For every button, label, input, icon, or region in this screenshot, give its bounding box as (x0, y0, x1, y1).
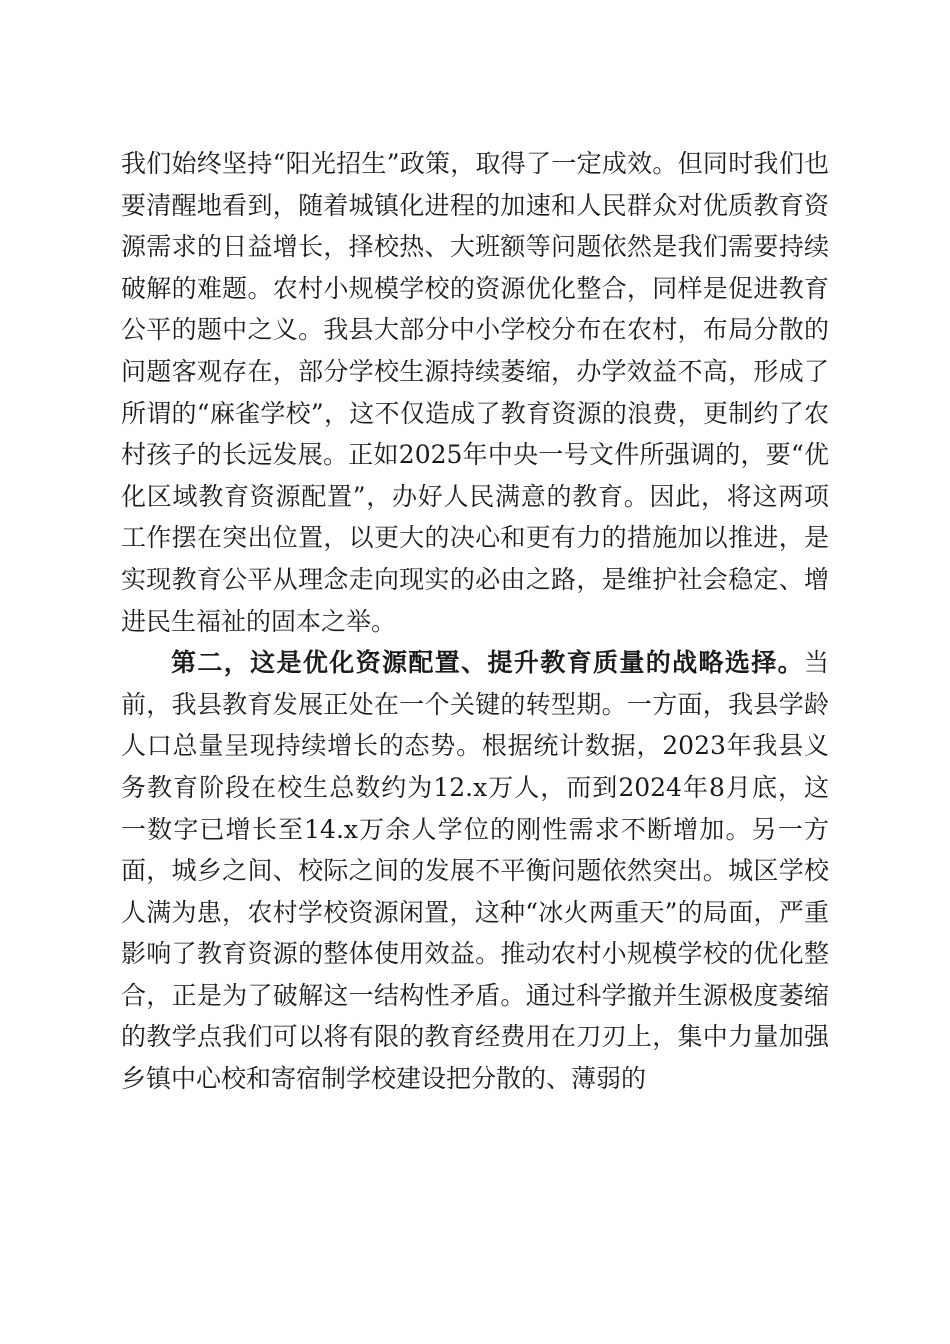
paragraph-body-text: 当前，我县教育发展正处在一个关键的转型期。一方面，我县学龄人口总量呈现持续增长的态势。根据统计数据，2023年我县义务教育阶段在校生总数约为12.x万人，而到2024年8月底，这一数字已增长至14.x万余人学位的刚性需求不断增加。另一方面，城乡之间、校际之间的发展不平衡问题依然突出。城区学校人满为患，农村学校资源闲置，这种“冰火两重天”的局面，严重影响了教育资源的整体使用效益。推动农村小规模学校的优化整合，正是为了破解这一结构性矛盾。通过科学撤并生源极度萎缩的教学点我们可以将有限的教育经费用在刀刃上，集中力量加强乡镇中心校和寄宿制学校建设把分散的、薄弱的 (121, 648, 829, 1094)
paragraph-second-point (121, 642, 829, 1100)
document-body (121, 143, 829, 1100)
paragraph-lead-sentence: 第二，这是优化资源配置、提升教育质量的战略选择。 (171, 648, 804, 678)
paragraph-continued: 我们始终坚持“阳光招生”政策，取得了一定成效。但同时我们也要清醒地看到，随着城镇化进程的加速和人民群众对优质教育资源需求的日益增长，择校热、大班额等问题依然是我们需要持续破解的难题。农村小规模学校的资源优化整合，同样是促进教育公平的题中之义。我县大部分中小学校分布在农村，布局分散的问题客观存在，部分学校生源持续萎缩，办学效益不高，形成了所谓的“麻雀学校”，这不仅造成了教育资源的浪费，更制约了农村孩子的长远发展。正如2025年中央一号文件所强调的，要“优化区域教育资源配置”，办好人民满意的教育。因此，将这两项工作摆在突出位置，以更大的决心和更有力的措施加以推进，是实现教育公平从理念走向现实的必由之路，是维护社会稳定、增进民生福祉的固本之举。 (121, 149, 829, 636)
